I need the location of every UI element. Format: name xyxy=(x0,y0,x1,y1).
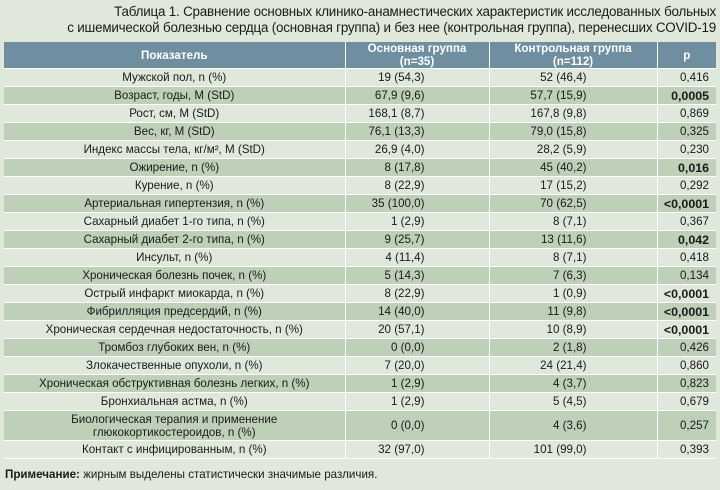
note-text: жирным выделены статистически значимые различия. xyxy=(79,468,378,481)
indicator-cell: Сахарный диабет 1-го типа, n (%) xyxy=(4,213,345,231)
p-value-cell: 0,0005 xyxy=(657,87,716,105)
main-group-cell: 35 (100,0) xyxy=(345,195,489,213)
header-main-group: Основная группа (n=35) xyxy=(345,42,489,69)
control-group-cell: 4 (3,6) xyxy=(489,411,657,441)
p-value-cell: 0,869 xyxy=(657,105,716,123)
p-value-cell: 0,823 xyxy=(657,375,716,393)
main-group-cell: 32 (97,0) xyxy=(345,441,489,459)
main-group-cell: 76,1 (13,3) xyxy=(345,123,489,141)
p-value-cell: <0,0001 xyxy=(657,285,716,303)
main-group-cell: 1 (2,9) xyxy=(345,213,489,231)
table-row xyxy=(4,213,716,231)
indicator-cell: Вес, кг, M (StD) xyxy=(4,123,345,141)
indicator-cell: Курение, n (%) xyxy=(4,177,345,195)
header-p-value: р xyxy=(657,42,716,69)
indicator-cell: Бронхиальная астма, n (%) xyxy=(4,393,345,411)
table-row xyxy=(4,339,716,357)
table-row xyxy=(4,321,716,339)
table-row xyxy=(4,393,716,411)
control-group-cell: 17 (15,2) xyxy=(489,177,657,195)
indicator-cell: Хроническая болезнь почек, n (%) xyxy=(4,267,345,285)
caption-line-2: с ишемической болезнью сердца (основная группа) и без нее (контрольная группа), перенесших COVID-19 xyxy=(67,20,716,35)
indicator-cell: Возраст, годы, M (StD) xyxy=(4,87,345,105)
table-row xyxy=(4,87,716,105)
table-row xyxy=(4,195,716,213)
p-value-cell: 0,016 xyxy=(657,159,716,177)
table-row xyxy=(4,375,716,393)
control-group-cell: 167,8 (9,8) xyxy=(489,105,657,123)
table-note xyxy=(5,468,377,481)
table-row xyxy=(4,159,716,177)
p-value-cell: 0,134 xyxy=(657,267,716,285)
main-group-cell: 168,1 (8,7) xyxy=(345,105,489,123)
main-group-cell: 7 (20,0) xyxy=(345,357,489,375)
comparison-table xyxy=(4,42,716,459)
main-group-cell: 5 (14,3) xyxy=(345,267,489,285)
main-group-cell: 8 (22,9) xyxy=(345,177,489,195)
control-group-cell: 1 (0,9) xyxy=(489,285,657,303)
indicator-cell: Индекс массы тела, кг/м², M (StD) xyxy=(4,141,345,159)
p-value-cell: 0,679 xyxy=(657,393,716,411)
main-group-cell: 8 (17,8) xyxy=(345,159,489,177)
indicator-cell: Контакт с инфицированным, n (%) xyxy=(4,441,345,459)
indicator-cell: Инсульт, n (%) xyxy=(4,249,345,267)
p-value-cell: 0,426 xyxy=(657,339,716,357)
control-group-cell: 57,7 (15,9) xyxy=(489,87,657,105)
main-group-cell: 1 (2,9) xyxy=(345,393,489,411)
control-group-cell: 79,0 (15,8) xyxy=(489,123,657,141)
control-group-cell: 45 (40,2) xyxy=(489,159,657,177)
main-group-cell: 19 (54,3) xyxy=(345,69,489,87)
table-row xyxy=(4,267,716,285)
header-row xyxy=(4,42,716,69)
control-group-cell: 8 (7,1) xyxy=(489,213,657,231)
table-row xyxy=(4,441,716,459)
table-row xyxy=(4,249,716,267)
p-value-cell: <0,0001 xyxy=(657,195,716,213)
table-row xyxy=(4,411,716,441)
indicator-cell: Острый инфаркт миокарда, n (%) xyxy=(4,285,345,303)
p-value-cell: <0,0001 xyxy=(657,303,716,321)
control-group-cell: 7 (6,3) xyxy=(489,267,657,285)
table-row xyxy=(4,285,716,303)
p-value-cell: 0,860 xyxy=(657,357,716,375)
p-value-cell: 0,416 xyxy=(657,69,716,87)
control-group-cell: 2 (1,8) xyxy=(489,339,657,357)
indicator-cell: Ожирение, n (%) xyxy=(4,159,345,177)
table-body xyxy=(4,69,716,459)
p-value-cell: 0,292 xyxy=(657,177,716,195)
p-value-cell: 0,042 xyxy=(657,231,716,249)
p-value-cell: 0,367 xyxy=(657,213,716,231)
table-row xyxy=(4,105,716,123)
indicator-cell: Тромбоз глубоких вен, n (%) xyxy=(4,339,345,357)
p-value-cell: 0,393 xyxy=(657,441,716,459)
main-group-cell: 0 (0,0) xyxy=(345,339,489,357)
indicator-cell: Биологическая терапия и применение глюкокортикостероидов, n (%) xyxy=(4,411,345,441)
control-group-cell: 28,2 (5,9) xyxy=(489,141,657,159)
p-value-cell: 0,325 xyxy=(657,123,716,141)
indicator-cell: Злокачественные опухоли, n (%) xyxy=(4,357,345,375)
note-label: Примечание: xyxy=(5,468,80,481)
main-group-cell: 0 (0,0) xyxy=(345,411,489,441)
header-indicator: Показатель xyxy=(4,42,345,69)
p-value-cell: 0,230 xyxy=(657,141,716,159)
control-group-cell: 101 (99,0) xyxy=(489,441,657,459)
p-value-cell: <0,0001 xyxy=(657,321,716,339)
p-value-cell: 0,257 xyxy=(657,411,716,441)
control-group-cell: 13 (11,6) xyxy=(489,231,657,249)
indicator-cell: Сахарный диабет 2-го типа, n (%) xyxy=(4,231,345,249)
header-control-group: Контрольная группа (n=112) xyxy=(489,42,657,69)
main-group-cell: 9 (25,7) xyxy=(345,231,489,249)
control-group-cell: 24 (21,4) xyxy=(489,357,657,375)
main-group-cell: 14 (40,0) xyxy=(345,303,489,321)
main-group-cell: 26,9 (4,0) xyxy=(345,141,489,159)
control-group-cell: 70 (62,5) xyxy=(489,195,657,213)
control-group-cell: 8 (7,1) xyxy=(489,249,657,267)
indicator-cell: Фибрилляция предсердий, n (%) xyxy=(4,303,345,321)
main-group-cell: 20 (57,1) xyxy=(345,321,489,339)
table-row xyxy=(4,303,716,321)
main-group-cell: 8 (22,9) xyxy=(345,285,489,303)
main-group-cell: 1 (2,9) xyxy=(345,375,489,393)
table-caption xyxy=(4,4,716,36)
indicator-cell: Артериальная гипертензия, n (%) xyxy=(4,195,345,213)
control-group-cell: 11 (9,8) xyxy=(489,303,657,321)
table-row xyxy=(4,141,716,159)
table-row xyxy=(4,357,716,375)
indicator-cell: Рост, см, M (StD) xyxy=(4,105,345,123)
table-row xyxy=(4,123,716,141)
table-row xyxy=(4,177,716,195)
control-group-cell: 10 (8,9) xyxy=(489,321,657,339)
main-group-cell: 4 (11,4) xyxy=(345,249,489,267)
table-row xyxy=(4,231,716,249)
p-value-cell: 0,418 xyxy=(657,249,716,267)
main-group-cell: 67,9 (9,6) xyxy=(345,87,489,105)
indicator-cell: Хроническая обструктивная болезнь легких, n (%) xyxy=(4,375,345,393)
indicator-cell: Мужской пол, n (%) xyxy=(4,69,345,87)
indicator-cell: Хроническая сердечная недостаточность, n (%) xyxy=(4,321,345,339)
control-group-cell: 52 (46,4) xyxy=(489,69,657,87)
table-row xyxy=(4,69,716,87)
caption-line-1: Таблица 1. Сравнение основных клинико-анамнестических характеристик исследованных больных xyxy=(114,4,716,19)
control-group-cell: 5 (4,5) xyxy=(489,393,657,411)
control-group-cell: 4 (3,7) xyxy=(489,375,657,393)
